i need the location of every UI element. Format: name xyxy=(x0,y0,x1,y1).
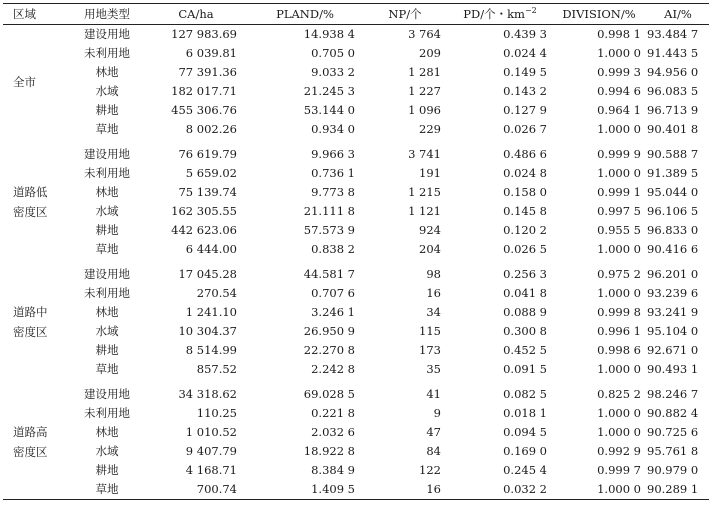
cell-pd: 0.026 7 xyxy=(503,122,547,136)
cell-pd: 0.041 8 xyxy=(503,286,547,300)
cell-division: 0.997 5 xyxy=(597,204,641,218)
header-division: DIVISION/% xyxy=(562,7,636,21)
cell-division: 0.999 3 xyxy=(597,65,641,79)
table-row xyxy=(3,240,709,259)
table-row xyxy=(3,164,709,183)
landscape-metrics-table xyxy=(3,4,709,499)
cell-pd: 0.032 2 xyxy=(503,482,547,496)
cell-ai: 95.104 0 xyxy=(647,324,699,338)
cell-land-type: 未利用地 xyxy=(84,406,130,420)
table-row xyxy=(3,404,709,423)
cell-pd: 0.149 5 xyxy=(503,65,547,79)
table-row xyxy=(3,423,709,442)
cell-land-type: 水域 xyxy=(95,84,119,98)
cell-division: 1.000 0 xyxy=(597,166,641,180)
cell-pd: 0.024 8 xyxy=(503,166,547,180)
cell-pland: 53.144 0 xyxy=(303,103,355,117)
cell-ca: 17 045.28 xyxy=(178,267,237,281)
table-body xyxy=(3,25,709,499)
header-pland: PLAND/% xyxy=(276,7,334,21)
cell-pland: 3.246 1 xyxy=(311,305,355,319)
cell-pland: 21.111 8 xyxy=(303,204,355,218)
table-row xyxy=(3,145,709,164)
cell-ai: 96.833 0 xyxy=(647,223,699,237)
header-row xyxy=(3,4,709,24)
cell-land-type: 草地 xyxy=(95,242,119,256)
cell-ca: 455 306.76 xyxy=(171,103,237,117)
cell-ai: 93.239 6 xyxy=(647,286,699,300)
cell-np: 115 xyxy=(419,324,441,338)
cell-ai: 91.389 5 xyxy=(647,166,699,180)
cell-np: 35 xyxy=(426,362,441,376)
cell-land-type: 林地 xyxy=(95,305,119,319)
cell-land-type: 耕地 xyxy=(95,223,119,237)
cell-ca: 77 391.36 xyxy=(178,65,237,79)
region-cell xyxy=(3,25,71,139)
cell-pland: 21.245 3 xyxy=(303,84,355,98)
header-ca: CA/ha xyxy=(178,7,214,21)
cell-np: 47 xyxy=(426,425,441,439)
table-row xyxy=(3,221,709,240)
cell-ai: 96.713 9 xyxy=(647,103,699,117)
cell-division: 1.000 0 xyxy=(597,406,641,420)
cell-ca: 857.52 xyxy=(196,362,237,376)
cell-np: 1 281 xyxy=(408,65,441,79)
cell-land-type: 未利用地 xyxy=(84,166,130,180)
cell-np: 191 xyxy=(419,166,441,180)
cell-land-type: 未利用地 xyxy=(84,286,130,300)
cell-pd: 0.094 5 xyxy=(503,425,547,439)
cell-ai: 93.484 7 xyxy=(647,27,699,41)
table-row xyxy=(3,120,709,139)
cell-land-type: 水域 xyxy=(95,324,119,338)
cell-land-type: 耕地 xyxy=(95,343,119,357)
header-pd-exponent: −2 xyxy=(524,6,537,16)
cell-pd: 0.145 8 xyxy=(503,204,547,218)
cell-pd: 0.024 4 xyxy=(503,46,547,60)
cell-division: 0.996 1 xyxy=(597,324,641,338)
region-label-line2: 密度区 xyxy=(13,445,48,459)
cell-ca: 4 168.71 xyxy=(185,463,237,477)
cell-np: 122 xyxy=(419,463,441,477)
cell-division: 0.975 2 xyxy=(597,267,641,281)
cell-division: 1.000 0 xyxy=(597,482,641,496)
cell-pland: 9.033 2 xyxy=(311,65,355,79)
cell-ai: 92.671 0 xyxy=(647,343,699,357)
cell-pland: 0.707 6 xyxy=(311,286,355,300)
table-row xyxy=(3,25,709,44)
table-row xyxy=(3,341,709,360)
cell-pd: 0.256 3 xyxy=(503,267,547,281)
cell-pland: 22.270 8 xyxy=(303,343,355,357)
cell-ai: 94.956 0 xyxy=(647,65,699,79)
region-label: 道路低 xyxy=(13,185,48,199)
cell-pland: 69.028 5 xyxy=(303,387,355,401)
cell-ca: 75 139.74 xyxy=(178,185,237,199)
cell-land-type: 草地 xyxy=(95,482,119,496)
cell-pland: 0.221 8 xyxy=(311,406,355,420)
cell-land-type: 草地 xyxy=(95,362,119,376)
cell-land-type: 草地 xyxy=(95,122,119,136)
cell-land-type: 建设用地 xyxy=(84,147,130,161)
cell-division: 0.999 9 xyxy=(597,147,641,161)
cell-ai: 90.882 4 xyxy=(647,406,699,420)
cell-pland: 2.242 8 xyxy=(311,362,355,376)
cell-pland: 0.934 0 xyxy=(311,122,355,136)
cell-pland: 2.032 6 xyxy=(311,425,355,439)
table-row xyxy=(3,322,709,341)
cell-np: 9 xyxy=(433,406,441,420)
cell-pd: 0.300 8 xyxy=(503,324,547,338)
cell-ai: 91.443 5 xyxy=(647,46,699,60)
cell-ca: 10 304.37 xyxy=(178,324,237,338)
cell-ca: 5 659.02 xyxy=(185,166,237,180)
cell-pland: 1.409 5 xyxy=(311,482,355,496)
cell-land-type: 水域 xyxy=(95,204,119,218)
cell-pd: 0.439 3 xyxy=(503,27,547,41)
cell-pland: 8.384 9 xyxy=(311,463,355,477)
cell-division: 0.998 6 xyxy=(597,343,641,357)
cell-ca: 1 241.10 xyxy=(185,305,237,319)
cell-ai: 93.241 9 xyxy=(647,305,699,319)
cell-ai: 96.201 0 xyxy=(647,267,699,281)
cell-np: 3 764 xyxy=(408,27,441,41)
region-cell xyxy=(3,265,71,379)
cell-land-type: 建设用地 xyxy=(84,387,130,401)
cell-ai: 90.725 6 xyxy=(647,425,699,439)
cell-division: 0.994 6 xyxy=(597,84,641,98)
landscape-metrics-table-container xyxy=(3,3,709,500)
table-row xyxy=(3,360,709,379)
cell-pd: 0.091 5 xyxy=(503,362,547,376)
table-row xyxy=(3,183,709,202)
table-row xyxy=(3,202,709,221)
cell-land-type: 耕地 xyxy=(95,103,119,117)
cell-division: 1.000 0 xyxy=(597,286,641,300)
table-row xyxy=(3,480,709,499)
cell-ai: 90.588 7 xyxy=(647,147,699,161)
cell-pland: 26.950 9 xyxy=(303,324,355,338)
cell-pd: 0.120 2 xyxy=(503,223,547,237)
cell-ai: 90.289 1 xyxy=(647,482,699,496)
cell-ca: 442 623.06 xyxy=(171,223,237,237)
cell-pland: 9.773 8 xyxy=(311,185,355,199)
cell-division: 0.999 7 xyxy=(597,463,641,477)
cell-np: 1 227 xyxy=(408,84,441,98)
cell-land-type: 林地 xyxy=(95,185,119,199)
cell-ca: 270.54 xyxy=(196,286,237,300)
cell-np: 98 xyxy=(426,267,441,281)
cell-land-type: 林地 xyxy=(95,65,119,79)
cell-pd: 0.127 9 xyxy=(503,103,547,117)
cell-np: 1 096 xyxy=(408,103,441,117)
cell-ca: 1 010.52 xyxy=(185,425,237,439)
cell-ai: 96.106 5 xyxy=(647,204,699,218)
cell-pland: 57.573 9 xyxy=(303,223,355,237)
cell-pland: 0.736 1 xyxy=(311,166,355,180)
cell-ca: 110.25 xyxy=(196,406,237,420)
cell-ai: 95.044 0 xyxy=(647,185,699,199)
cell-ca: 8 514.99 xyxy=(185,343,237,357)
cell-ai: 90.979 0 xyxy=(647,463,699,477)
region-label: 全市 xyxy=(13,75,36,89)
cell-division: 1.000 0 xyxy=(597,46,641,60)
region-cell xyxy=(3,385,71,499)
cell-np: 229 xyxy=(419,122,441,136)
table-row xyxy=(3,385,709,404)
cell-division: 0.825 2 xyxy=(597,387,641,401)
cell-division: 0.999 1 xyxy=(597,185,641,199)
header-land-type: 用地类型 xyxy=(84,7,130,21)
cell-pd: 0.245 4 xyxy=(503,463,547,477)
cell-division: 1.000 0 xyxy=(597,122,641,136)
cell-ai: 90.416 6 xyxy=(647,242,699,256)
cell-division: 1.000 0 xyxy=(597,362,641,376)
cell-ai: 90.401 8 xyxy=(647,122,699,136)
cell-np: 16 xyxy=(426,286,441,300)
header-np: NP/个 xyxy=(388,7,422,21)
table-row xyxy=(3,82,709,101)
header-ai: AI/% xyxy=(664,7,692,21)
cell-ai: 98.246 7 xyxy=(647,387,699,401)
cell-division: 0.964 1 xyxy=(597,103,641,117)
cell-pland: 18.922 8 xyxy=(303,444,355,458)
cell-pd: 0.169 0 xyxy=(503,444,547,458)
cell-land-type: 建设用地 xyxy=(84,267,130,281)
cell-ca: 8 002.26 xyxy=(185,122,237,136)
cell-pd: 0.158 0 xyxy=(503,185,547,199)
table-row xyxy=(3,284,709,303)
cell-pland: 0.838 2 xyxy=(311,242,355,256)
cell-np: 1 121 xyxy=(408,204,441,218)
table-header xyxy=(3,4,709,25)
cell-land-type: 水域 xyxy=(95,444,119,458)
cell-ca: 700.74 xyxy=(196,482,237,496)
cell-pd: 0.452 5 xyxy=(503,343,547,357)
header-pd xyxy=(449,4,551,24)
table-row xyxy=(3,101,709,120)
cell-pland: 0.705 0 xyxy=(311,46,355,60)
cell-np: 173 xyxy=(419,343,441,357)
cell-np: 84 xyxy=(426,444,441,458)
table-row xyxy=(3,63,709,82)
header-pd-text: PD/个・km xyxy=(463,7,525,21)
cell-ai: 90.493 1 xyxy=(647,362,699,376)
cell-pland: 44.581 7 xyxy=(303,267,355,281)
cell-np: 34 xyxy=(426,305,441,319)
cell-ca: 76 619.79 xyxy=(178,147,237,161)
cell-ai: 96.083 5 xyxy=(647,84,699,98)
cell-ca: 6 039.81 xyxy=(185,46,237,60)
cell-np: 204 xyxy=(419,242,441,256)
cell-division: 0.998 1 xyxy=(597,27,641,41)
region-label-line2: 密度区 xyxy=(13,205,48,219)
table-row xyxy=(3,303,709,322)
cell-pd: 0.143 2 xyxy=(503,84,547,98)
cell-pland: 9.966 3 xyxy=(311,147,355,161)
table-row xyxy=(3,265,709,284)
table-row xyxy=(3,461,709,480)
cell-ca: 182 017.71 xyxy=(171,84,237,98)
cell-pd: 0.088 9 xyxy=(503,305,547,319)
cell-np: 924 xyxy=(419,223,441,237)
cell-division: 1.000 0 xyxy=(597,425,641,439)
cell-ca: 34 318.62 xyxy=(178,387,237,401)
cell-land-type: 林地 xyxy=(95,425,119,439)
cell-pd: 0.018 1 xyxy=(503,406,547,420)
cell-division: 0.999 8 xyxy=(597,305,641,319)
cell-ca: 127 983.69 xyxy=(171,27,237,41)
cell-land-type: 未利用地 xyxy=(84,46,130,60)
cell-pd: 0.082 5 xyxy=(503,387,547,401)
cell-np: 3 741 xyxy=(408,147,441,161)
cell-land-type: 建设用地 xyxy=(84,27,130,41)
table-row xyxy=(3,44,709,63)
cell-np: 209 xyxy=(419,46,441,60)
cell-division: 0.992 9 xyxy=(597,444,641,458)
region-cell xyxy=(3,145,71,259)
cell-pd: 0.486 6 xyxy=(503,147,547,161)
region-label-line2: 密度区 xyxy=(13,325,48,339)
cell-land-type: 耕地 xyxy=(95,463,119,477)
cell-np: 16 xyxy=(426,482,441,496)
cell-pland: 14.938 4 xyxy=(303,27,355,41)
table-row xyxy=(3,442,709,461)
cell-division: 1.000 0 xyxy=(597,242,641,256)
cell-ai: 95.761 8 xyxy=(647,444,699,458)
region-label: 道路高 xyxy=(13,425,48,439)
header-region: 区域 xyxy=(13,7,36,21)
bottom-rule xyxy=(3,499,709,500)
cell-pd: 0.026 5 xyxy=(503,242,547,256)
cell-division: 0.955 5 xyxy=(597,223,641,237)
cell-ca: 9 407.79 xyxy=(185,444,237,458)
region-label: 道路中 xyxy=(13,305,48,319)
cell-np: 41 xyxy=(426,387,441,401)
cell-ca: 162 305.55 xyxy=(171,204,237,218)
cell-np: 1 215 xyxy=(408,185,441,199)
cell-ca: 6 444.00 xyxy=(185,242,237,256)
